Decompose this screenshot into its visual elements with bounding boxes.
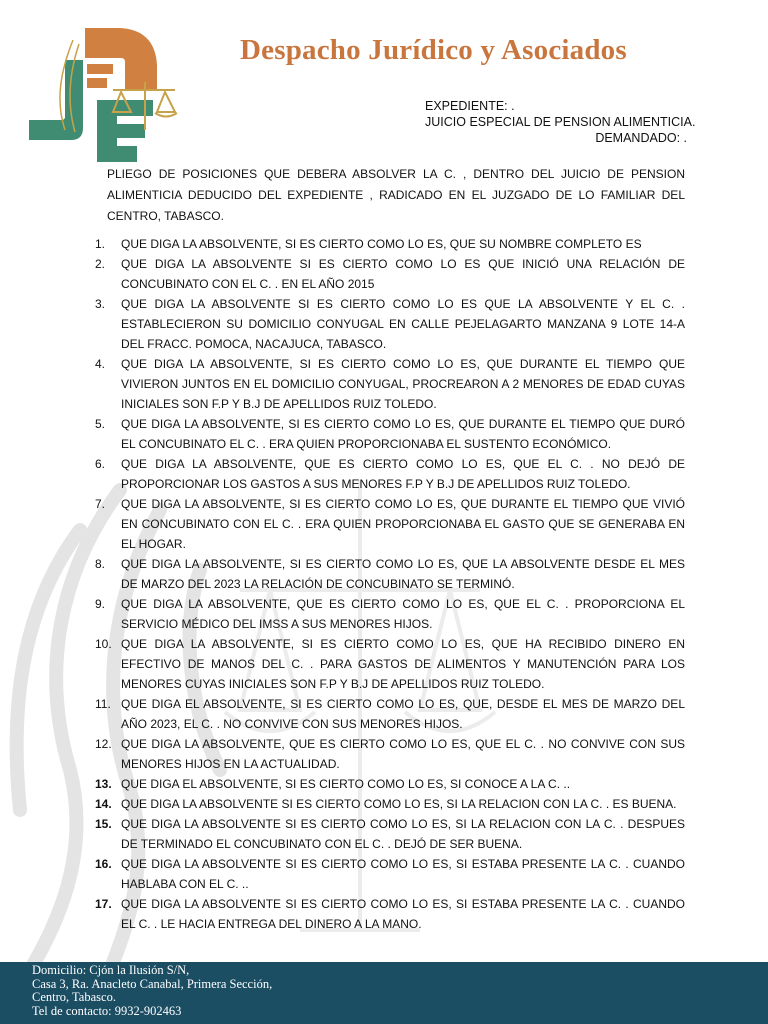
list-item: 9. QUE DIGA LA ABSOLVENTE, QUE ES CIERTO COMO LO ES, QUE EL C. . PROPORCIONA EL SERVICIO MÉDICO DEL IMSS A SUS MENORES HIJOS. [95,597,685,631]
footer-address [32,964,272,1018]
list-item: 8. QUE DIGA LA ABSOLVENTE, SI ES CIERTO COMO LO ES, QUE LA ABSOLVENTE DESDE EL MES DE MARZO DEL 2023 LA RELACIÓN DE CONCUBINATO SE TERMINÓ. [95,557,685,591]
footer-line-1: Domicilio: Cjón la Ilusión S/N, [32,963,190,977]
list-item: 5. QUE DIGA LA ABSOLVENTE, SI ES CIERTO COMO LO ES, QUE DURANTE EL TIEMPO QUE DURÓ EL CONCUBINATO EL C. . ERA QUIEN PROPORCIONABA EL SUSTENTO ECONÓMICO. [95,417,685,451]
firm-logo-icon [25,20,185,170]
firm-name: Despacho Jurídico y Asociados [240,34,627,66]
list-item: 7. QUE DIGA LA ABSOLVENTE, SI ES CIERTO COMO LO ES, QUE DURANTE EL TIEMPO QUE VIVIÓ EN CONCUBINATO CON EL C. . ERA QUIEN PROPORCIONABA EL GASTO QUE SE GENERABA EN EL HOGAR. [95,497,685,551]
questions-list [95,234,685,934]
case-info [425,98,696,146]
footer-line-2: Casa 3, Ra. Anacleto Canabal, Primera Sección, [32,976,273,991]
juicio-label: JUICIO ESPECIAL DE PENSION ALIMENTICIA. [425,115,696,129]
list-item: 12. QUE DIGA LA ABSOLVENTE, QUE ES CIERTO COMO LO ES, QUE EL C. . NO CONVIVE CON SUS MENORES HIJOS EN LA ACTUALIDAD. [95,737,685,771]
expediente-label: EXPEDIENTE: . [425,99,515,113]
intro-paragraph: PLIEGO DE POSICIONES QUE DEBERA ABSOLVER LA C. , DENTRO DEL JUICIO DE PENSION ALIMENTICIA DEDUCIDO DEL EXPEDIENTE , RADICADO EN EL JUZGADO DE LO FAMILIAR DEL CENTRO, TABASCO. [107,167,685,223]
footer-line-3: Centro, Tabasco. [32,990,116,1004]
list-item: 2. QUE DIGA LA ABSOLVENTE SI ES CIERTO COMO LO ES QUE INICIÓ UNA RELACIÓN DE CONCUBINATO CON EL C. . EN EL AÑO 2015 [95,257,685,291]
demandado-label: DEMANDADO: . [595,131,687,145]
footer-phone: Tel de contacto: 9932-902463 [32,1003,182,1018]
footer-bar [0,962,768,1024]
list-item: 13. QUE DIGA EL ABSOLVENTE, SI ES CIERTO COMO LO ES, SI CONOCE A LA C. .. [95,777,571,791]
list-item: 6. QUE DIGA LA ABSOLVENTE, QUE ES CIERTO COMO LO ES, QUE EL C. . NO DEJÓ DE PROPORCIONAR LOS GASTOS A SUS MENORES F.P Y B.J DE APELLIDOS RUIZ TOLEDO. [95,457,685,491]
list-item: 17. QUE DIGA LA ABSOLVENTE SI ES CIERTO COMO LO ES, SI ESTABA PRESENTE LA C. . CUANDO EL C. . LE HACIA ENTREGA DEL DINERO A LA MANO. [95,897,685,931]
list-item: 1. QUE DIGA LA ABSOLVENTE, SI ES CIERTO COMO LO ES, QUE SU NOMBRE COMPLETO ES [95,237,642,251]
list-item: 4. QUE DIGA LA ABSOLVENTE, SI ES CIERTO COMO LO ES, QUE DURANTE EL TIEMPO QUE VIVIERON JUNTOS EN EL DOMICILIO CONYUGAL, PROCREARON A 2 MENORES DE EDAD CUYAS INICIALES SON F.P Y B.J DE APELLIDOS RUIZ TOLEDO. [95,357,685,411]
list-item: 16. QUE DIGA LA ABSOLVENTE SI ES CIERTO COMO LO ES, SI ESTABA PRESENTE LA C. . CUANDO HABLABA CON EL C. .. [95,857,685,891]
list-item: 11. QUE DIGA EL ABSOLVENTE, SI ES CIERTO COMO LO ES, QUE, DESDE EL MES DE MARZO DEL AÑO 2023, EL C. . NO CONVIVE CON SUS MENORES HIJOS. [95,697,685,731]
list-item: 3. QUE DIGA LA ABSOLVENTE SI ES CIERTO COMO LO ES QUE LA ABSOLVENTE Y EL C. . ESTABLECIERON SU DOMICILIO CONYUGAL EN CALLE PEJELAGARTO MANZANA 9 LOTE 14-A DEL FRACC. POMOCA, NACAJUCA, TABASCO. [95,297,685,351]
list-item: 14. QUE DIGA LA ABSOLVENTE SI ES CIERTO COMO LO ES, SI LA RELACION CON LA C. . ES BUENA. [95,797,677,811]
list-item: 15. QUE DIGA LA ABSOLVENTE SI ES CIERTO COMO LO ES, SI LA RELACION CON LA C. . DESPUES DE TERMINADO EL CONCUBINATO CON EL C. . DEJÓ DE SER BUENA. [95,817,685,851]
list-item: 10. QUE DIGA LA ABSOLVENTE, SI ES CIERTO COMO LO ES, QUE HA RECIBIDO DINERO EN EFECTIVO DE MANOS DEL C. . PARA GASTOS DE ALIMENTOS Y MANUTENCIÓN PARA LOS MENORES CUYAS INICIALES SON F.P Y B.J DE APELLIDOS RUIZ TOLEDO. [95,637,685,691]
